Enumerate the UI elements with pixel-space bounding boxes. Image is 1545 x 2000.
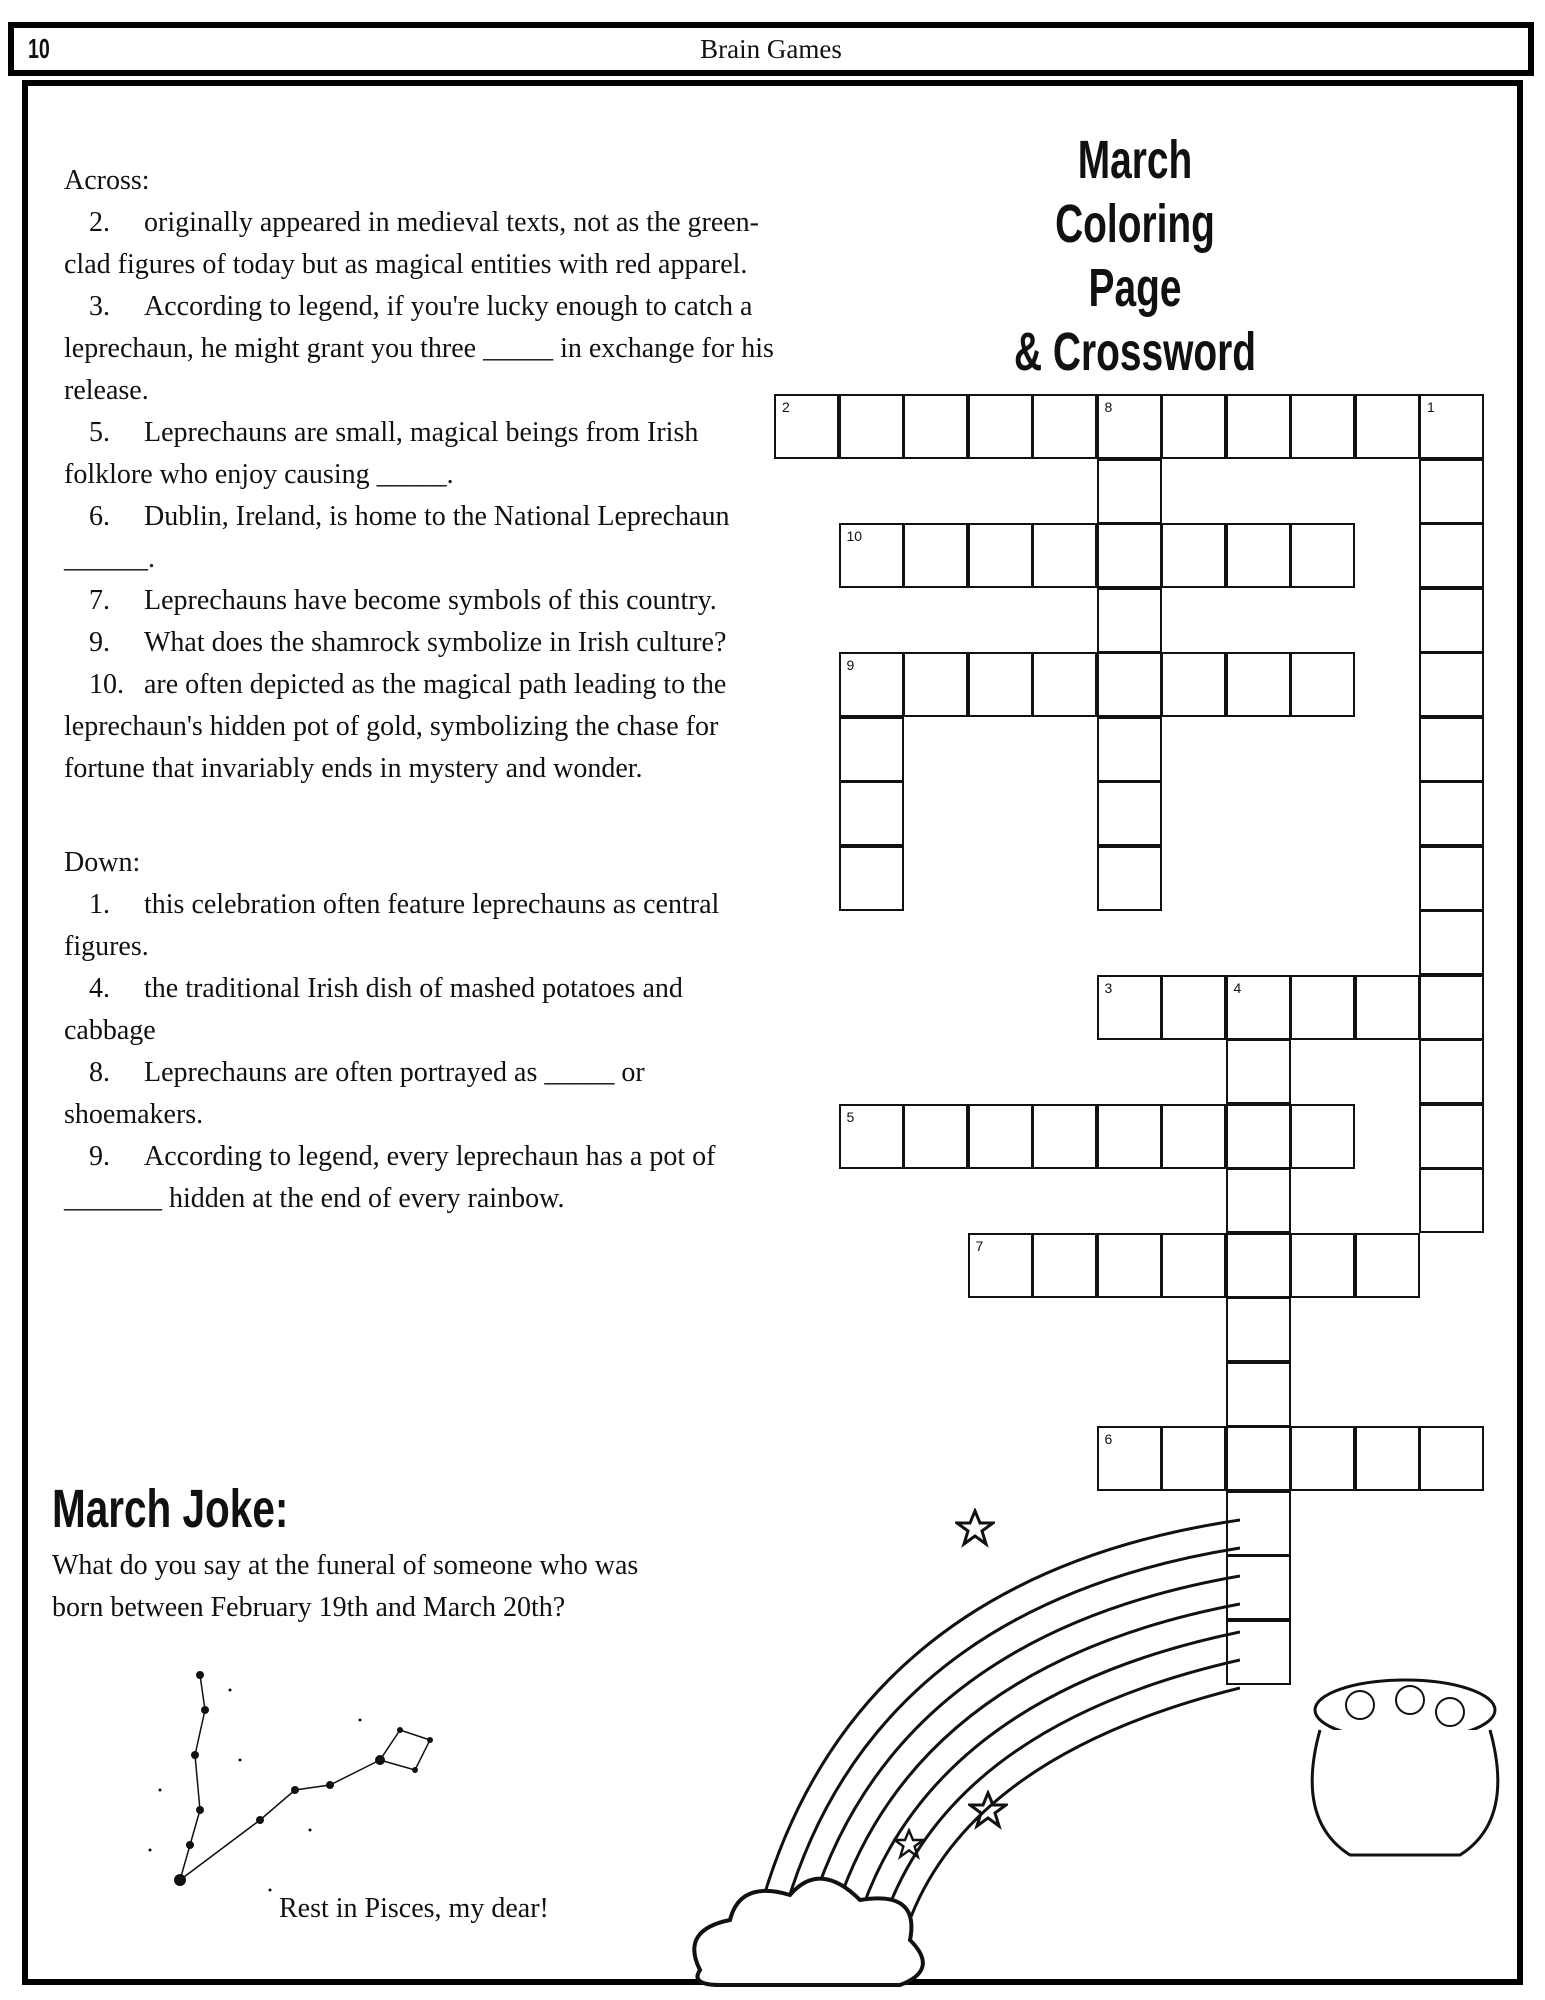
crossword-cell[interactable] <box>1097 523 1162 588</box>
crossword-cell[interactable] <box>903 652 968 717</box>
clue-text: Leprechauns are small, magical beings from Irish folklore who enjoy causing _____. <box>64 417 699 490</box>
crossword-cell[interactable] <box>903 394 968 459</box>
clue-number: 3. <box>89 291 110 322</box>
crossword-cell[interactable] <box>1226 1362 1291 1427</box>
star-icon <box>893 1828 925 1860</box>
clue-text: this celebration often feature leprechauns as central figures. <box>64 889 720 962</box>
crossword-cell[interactable] <box>839 781 904 846</box>
down-clues <box>64 884 776 1220</box>
pot-of-gold-illustration <box>1300 1670 1510 1870</box>
cloud-icon <box>694 1879 923 1985</box>
cell-number: 7 <box>975 1237 984 1254</box>
crossword-cell[interactable] <box>1161 523 1226 588</box>
crossword-cell[interactable] <box>774 394 839 459</box>
clue-number: 9. <box>89 1141 110 1172</box>
clue-text: According to legend, every leprechaun has a pot of _______ hidden at the end of every rainbow. <box>64 1141 716 1214</box>
crossword-cell[interactable] <box>1032 1104 1097 1169</box>
cell-number: 3 <box>1104 979 1113 996</box>
crossword-cell[interactable] <box>1161 394 1226 459</box>
crossword-cell[interactable] <box>1355 1426 1420 1491</box>
clue-down <box>64 968 776 1052</box>
across-clues <box>64 202 776 790</box>
crossword-cell[interactable] <box>968 1233 1033 1298</box>
crossword-cell[interactable] <box>1419 523 1484 588</box>
star-icon <box>955 1508 995 1548</box>
clue-across <box>64 496 776 580</box>
clue-number: 5. <box>89 417 110 448</box>
crossword-cell[interactable] <box>1032 652 1097 717</box>
crossword-cell[interactable] <box>1419 1168 1484 1233</box>
crossword-cell[interactable] <box>1226 1168 1291 1233</box>
clue-number: 2. <box>89 207 110 238</box>
clue-text: originally appeared in medieval texts, not as the green-clad figures of today but as magical entities with red apparel. <box>64 207 760 280</box>
clue-text: Leprechauns are often portrayed as _____ or shoemakers. <box>64 1057 645 1130</box>
crossword-cell[interactable] <box>1419 1426 1484 1491</box>
cell-number: 8 <box>1104 399 1113 415</box>
cell-number: 1 <box>1427 399 1435 415</box>
clue-number: 8. <box>89 1057 110 1088</box>
crossword-cell[interactable] <box>1290 1104 1355 1169</box>
clue-text: What does the shamrock symbolize in Irish culture? <box>144 627 727 658</box>
crossword-cell[interactable] <box>1419 394 1484 459</box>
title-line: & Crossword <box>1014 322 1256 382</box>
crossword-cell[interactable] <box>1419 1039 1484 1104</box>
crossword-cell[interactable] <box>1161 1233 1226 1298</box>
crossword-cell[interactable] <box>1419 781 1484 846</box>
crossword-cell[interactable] <box>839 1104 904 1169</box>
clue-number: 4. <box>89 973 110 1004</box>
crossword-cell[interactable] <box>903 523 968 588</box>
crossword-cell[interactable] <box>1355 1233 1420 1298</box>
crossword-cell[interactable] <box>839 846 904 911</box>
crossword-cell[interactable] <box>1097 781 1162 846</box>
crossword-cell[interactable] <box>1097 588 1162 653</box>
clue-text: Leprechauns have become symbols of this country. <box>144 585 717 616</box>
crossword-cell[interactable] <box>1097 394 1162 459</box>
down-heading: Down: <box>64 847 141 878</box>
crossword-cell[interactable] <box>1097 1233 1162 1298</box>
cell-number: 10 <box>846 528 863 544</box>
crossword-cell[interactable] <box>1290 523 1355 588</box>
clue-down <box>64 1052 776 1136</box>
crossword-cell[interactable] <box>1290 394 1355 459</box>
cell-number: 6 <box>1104 1431 1113 1447</box>
clue-number: 6. <box>89 501 110 532</box>
clue-text: Dublin, Ireland, is home to the National Leprechaun ______. <box>64 501 730 574</box>
clue-number: 9. <box>89 627 110 658</box>
crossword-cell[interactable] <box>1226 975 1291 1040</box>
crossword-cell[interactable] <box>968 394 1033 459</box>
crossword-cell[interactable] <box>1226 523 1291 588</box>
clue-down <box>64 1136 776 1220</box>
clue-across <box>64 664 776 790</box>
crossword-cell[interactable] <box>1032 394 1097 459</box>
clue-down <box>64 884 776 968</box>
title-line: March <box>1077 130 1193 190</box>
crossword-cell[interactable] <box>1097 459 1162 524</box>
clue-number: 10. <box>89 669 124 700</box>
clue-across <box>64 412 776 496</box>
crossword-cell[interactable] <box>1161 975 1226 1040</box>
crossword-cell[interactable] <box>968 523 1033 588</box>
header-title: Brain Games <box>700 34 842 64</box>
crossword-cell[interactable] <box>1290 1426 1355 1491</box>
crossword-cell[interactable] <box>1355 394 1420 459</box>
crossword-cell[interactable] <box>839 652 904 717</box>
joke-answer: Rest in Pisces, my dear! <box>279 1893 549 1924</box>
crossword-cell[interactable] <box>1419 910 1484 975</box>
crossword-cell[interactable] <box>1419 459 1484 524</box>
crossword-cell[interactable] <box>1226 1233 1291 1298</box>
clue-number: 7. <box>89 585 110 616</box>
crossword-cell[interactable] <box>1097 652 1162 717</box>
cell-number: 4 <box>1233 979 1242 996</box>
cell-number: 9 <box>846 657 855 673</box>
crossword-cell[interactable] <box>1290 975 1355 1040</box>
crossword-cell[interactable] <box>1419 846 1484 911</box>
crossword-cell[interactable] <box>1226 1104 1291 1169</box>
crossword-cell[interactable] <box>1419 588 1484 653</box>
clue-across <box>64 622 776 664</box>
crossword-cell[interactable] <box>1161 652 1226 717</box>
clues-panel <box>64 160 776 1220</box>
crossword-cell[interactable] <box>1419 652 1484 717</box>
star-icon <box>968 1790 1008 1830</box>
cell-number: 5 <box>846 1108 855 1125</box>
clue-across <box>64 580 776 622</box>
crossword-cell[interactable] <box>1097 846 1162 911</box>
crossword-cell[interactable] <box>1226 1297 1291 1362</box>
crossword-cell[interactable] <box>839 717 904 782</box>
crossword-cell[interactable] <box>1226 1039 1291 1104</box>
crossword-cell[interactable] <box>1097 975 1162 1040</box>
crossword-cell[interactable] <box>1355 975 1420 1040</box>
across-heading: Across: <box>64 165 150 196</box>
crossword-cell[interactable] <box>1419 717 1484 782</box>
crossword-cell[interactable] <box>1290 652 1355 717</box>
crossword-cell[interactable] <box>1097 717 1162 782</box>
joke-heading: March Joke: <box>52 1479 289 1539</box>
crossword-cell[interactable] <box>1161 1104 1226 1169</box>
crossword-cell[interactable] <box>1226 394 1291 459</box>
title-line: Coloring Page <box>1055 194 1215 318</box>
clue-text: are often depicted as the magical path leading to the leprechaun's hidden pot of gold, symbolizing the chase for fortune that invariably ends in mystery and wonder. <box>64 669 727 784</box>
crossword-cell[interactable] <box>1419 975 1484 1040</box>
crossword-cell[interactable] <box>1032 523 1097 588</box>
crossword-cell[interactable] <box>839 394 904 459</box>
crossword-cell[interactable] <box>903 1104 968 1169</box>
crossword-cell[interactable] <box>968 1104 1033 1169</box>
crossword-cell[interactable] <box>1097 1104 1162 1169</box>
clue-across <box>64 202 776 286</box>
clue-text: According to legend, if you're lucky enough to catch a leprechaun, he might grant you three _____ in exchange for his release. <box>64 291 774 406</box>
crossword-cell[interactable] <box>839 523 904 588</box>
page-number: 10 <box>28 33 50 64</box>
crossword-cell[interactable] <box>1290 1233 1355 1298</box>
joke-question: What do you say at the funeral of someone who was born between February 19th and March 20th? <box>52 1550 639 1623</box>
clue-number: 1. <box>89 889 110 920</box>
crossword-cell[interactable] <box>1419 1104 1484 1169</box>
page-header <box>8 22 1534 76</box>
cell-number: 2 <box>782 399 790 415</box>
clue-across <box>64 286 776 412</box>
crossword-cell[interactable] <box>968 652 1033 717</box>
pisces-constellation <box>130 1670 450 1930</box>
page-title <box>960 128 1310 384</box>
clue-text: the traditional Irish dish of mashed potatoes and cabbage <box>64 973 683 1046</box>
crossword-cell[interactable] <box>1226 652 1291 717</box>
crossword-cell[interactable] <box>1032 1233 1097 1298</box>
